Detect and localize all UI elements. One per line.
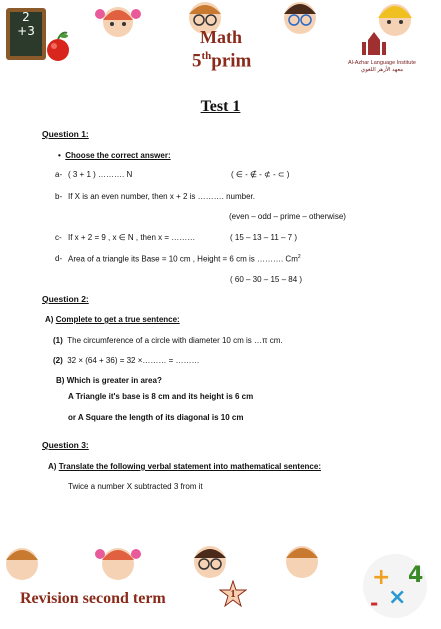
institute-logo bbox=[362, 32, 386, 55]
q2-item1 bbox=[53, 336, 283, 345]
q2-a-label: A) bbox=[45, 315, 54, 324]
kid-face-4 bbox=[378, 4, 412, 36]
q1-instruction: Choose the correct answer: bbox=[65, 151, 171, 160]
svg-text:4: 4 bbox=[408, 563, 424, 588]
subject-title: Math bbox=[200, 27, 242, 47]
kid-face-8 bbox=[286, 546, 318, 578]
q2-b-line1: A Triangle it's base is 8 cm and its height is 6 cm bbox=[68, 392, 254, 401]
footer-label: Revision second term bbox=[20, 590, 166, 607]
q2-b-line2: or A Square the length of its diagonal is 10 cm bbox=[68, 413, 244, 422]
page-number: 1 bbox=[230, 588, 236, 600]
logo-line2: معهد الأزهر اللغوي bbox=[360, 67, 404, 73]
q1-a-text: ( 3 + 1 ) ………. N bbox=[68, 170, 133, 179]
q1-d-sup: 2 bbox=[297, 254, 301, 260]
q2-a-instruction: Complete to get a true sentence: bbox=[55, 315, 180, 324]
svg-text:-: - bbox=[370, 591, 379, 615]
logo-line1: Al-Azhar Language Institute bbox=[348, 60, 416, 66]
q1-title: Question 1: bbox=[42, 129, 89, 139]
q2-b-text: Which is greater in area? bbox=[66, 376, 162, 385]
kid-face-7 bbox=[194, 546, 226, 578]
q2-i1-num: (1) bbox=[53, 336, 63, 345]
q1-d-options: ( 60 – 30 – 15 – 84 ) bbox=[230, 275, 303, 284]
kid-face-1 bbox=[95, 7, 141, 37]
q3-title: Question 3: bbox=[42, 440, 89, 450]
apple-icon bbox=[47, 33, 69, 61]
q1-c-text: If x + 2 = 9 , x ∈ N , then x = ……… bbox=[68, 233, 196, 242]
q1-d-row bbox=[68, 254, 301, 264]
q1-d-text: Area of a triangle its Base = 10 cm , Height = 6 cm is ………. Cm bbox=[68, 254, 298, 264]
header-banner bbox=[0, 0, 441, 85]
grade-word: prim bbox=[211, 50, 252, 72]
q1-b-text: If X is an even number, then x + 2 is ………. number. bbox=[68, 192, 255, 201]
q2-b-label: B) bbox=[56, 376, 65, 385]
q2-item2 bbox=[53, 356, 200, 365]
test-title: Test 1 bbox=[200, 98, 241, 115]
slate-top: 2 bbox=[22, 10, 30, 24]
q2-title: Question 2: bbox=[42, 294, 89, 304]
kid-face-5 bbox=[6, 548, 38, 580]
q1-c-options: ( 15 – 13 – 11 – 7 ) bbox=[230, 233, 298, 242]
q2-i2-num: (2) bbox=[53, 356, 63, 365]
q1-a-options: ( ∈ - ∉ - ⊄ - ⊂ ) bbox=[231, 170, 290, 179]
q2-b-row bbox=[56, 376, 162, 385]
q1-instruction-row bbox=[58, 151, 171, 160]
q3-a-instruction: Translate the following verbal statement into mathematical sentence: bbox=[58, 462, 321, 471]
slate-bottom: +3 bbox=[17, 24, 35, 38]
grade-num: 5 bbox=[192, 50, 202, 72]
q1-d-label: d- bbox=[55, 254, 63, 263]
q3-a-row bbox=[48, 462, 321, 471]
slate-text bbox=[10, 10, 42, 38]
q1-a-label: a- bbox=[55, 170, 63, 179]
svg-text:×: × bbox=[388, 585, 407, 610]
grade-sup: th bbox=[201, 50, 212, 62]
q3-a-text: Twice a number X subtracted 3 from it bbox=[68, 482, 203, 491]
q2-i2-text: 32 × (64 + 36) = 32 ×……… = ……… bbox=[67, 356, 200, 365]
q1-c-label: c- bbox=[55, 233, 62, 242]
q1-b-options: (even – odd – prime – otherwise) bbox=[229, 212, 346, 221]
grade-title bbox=[192, 50, 251, 72]
svg-text:+: + bbox=[372, 565, 391, 590]
q2-a-row bbox=[45, 315, 180, 324]
bullet-icon: • bbox=[58, 151, 66, 160]
q3-a-label: A) bbox=[48, 462, 57, 471]
kid-face-6 bbox=[95, 548, 141, 580]
q2-i1-text: The circumference of a circle with diameter 10 cm is …π cm. bbox=[67, 336, 283, 345]
q1-b-label: b- bbox=[55, 192, 63, 201]
logo-text bbox=[342, 60, 422, 74]
kid-face-3 bbox=[284, 2, 316, 34]
math-symbols-icon bbox=[363, 554, 427, 618]
